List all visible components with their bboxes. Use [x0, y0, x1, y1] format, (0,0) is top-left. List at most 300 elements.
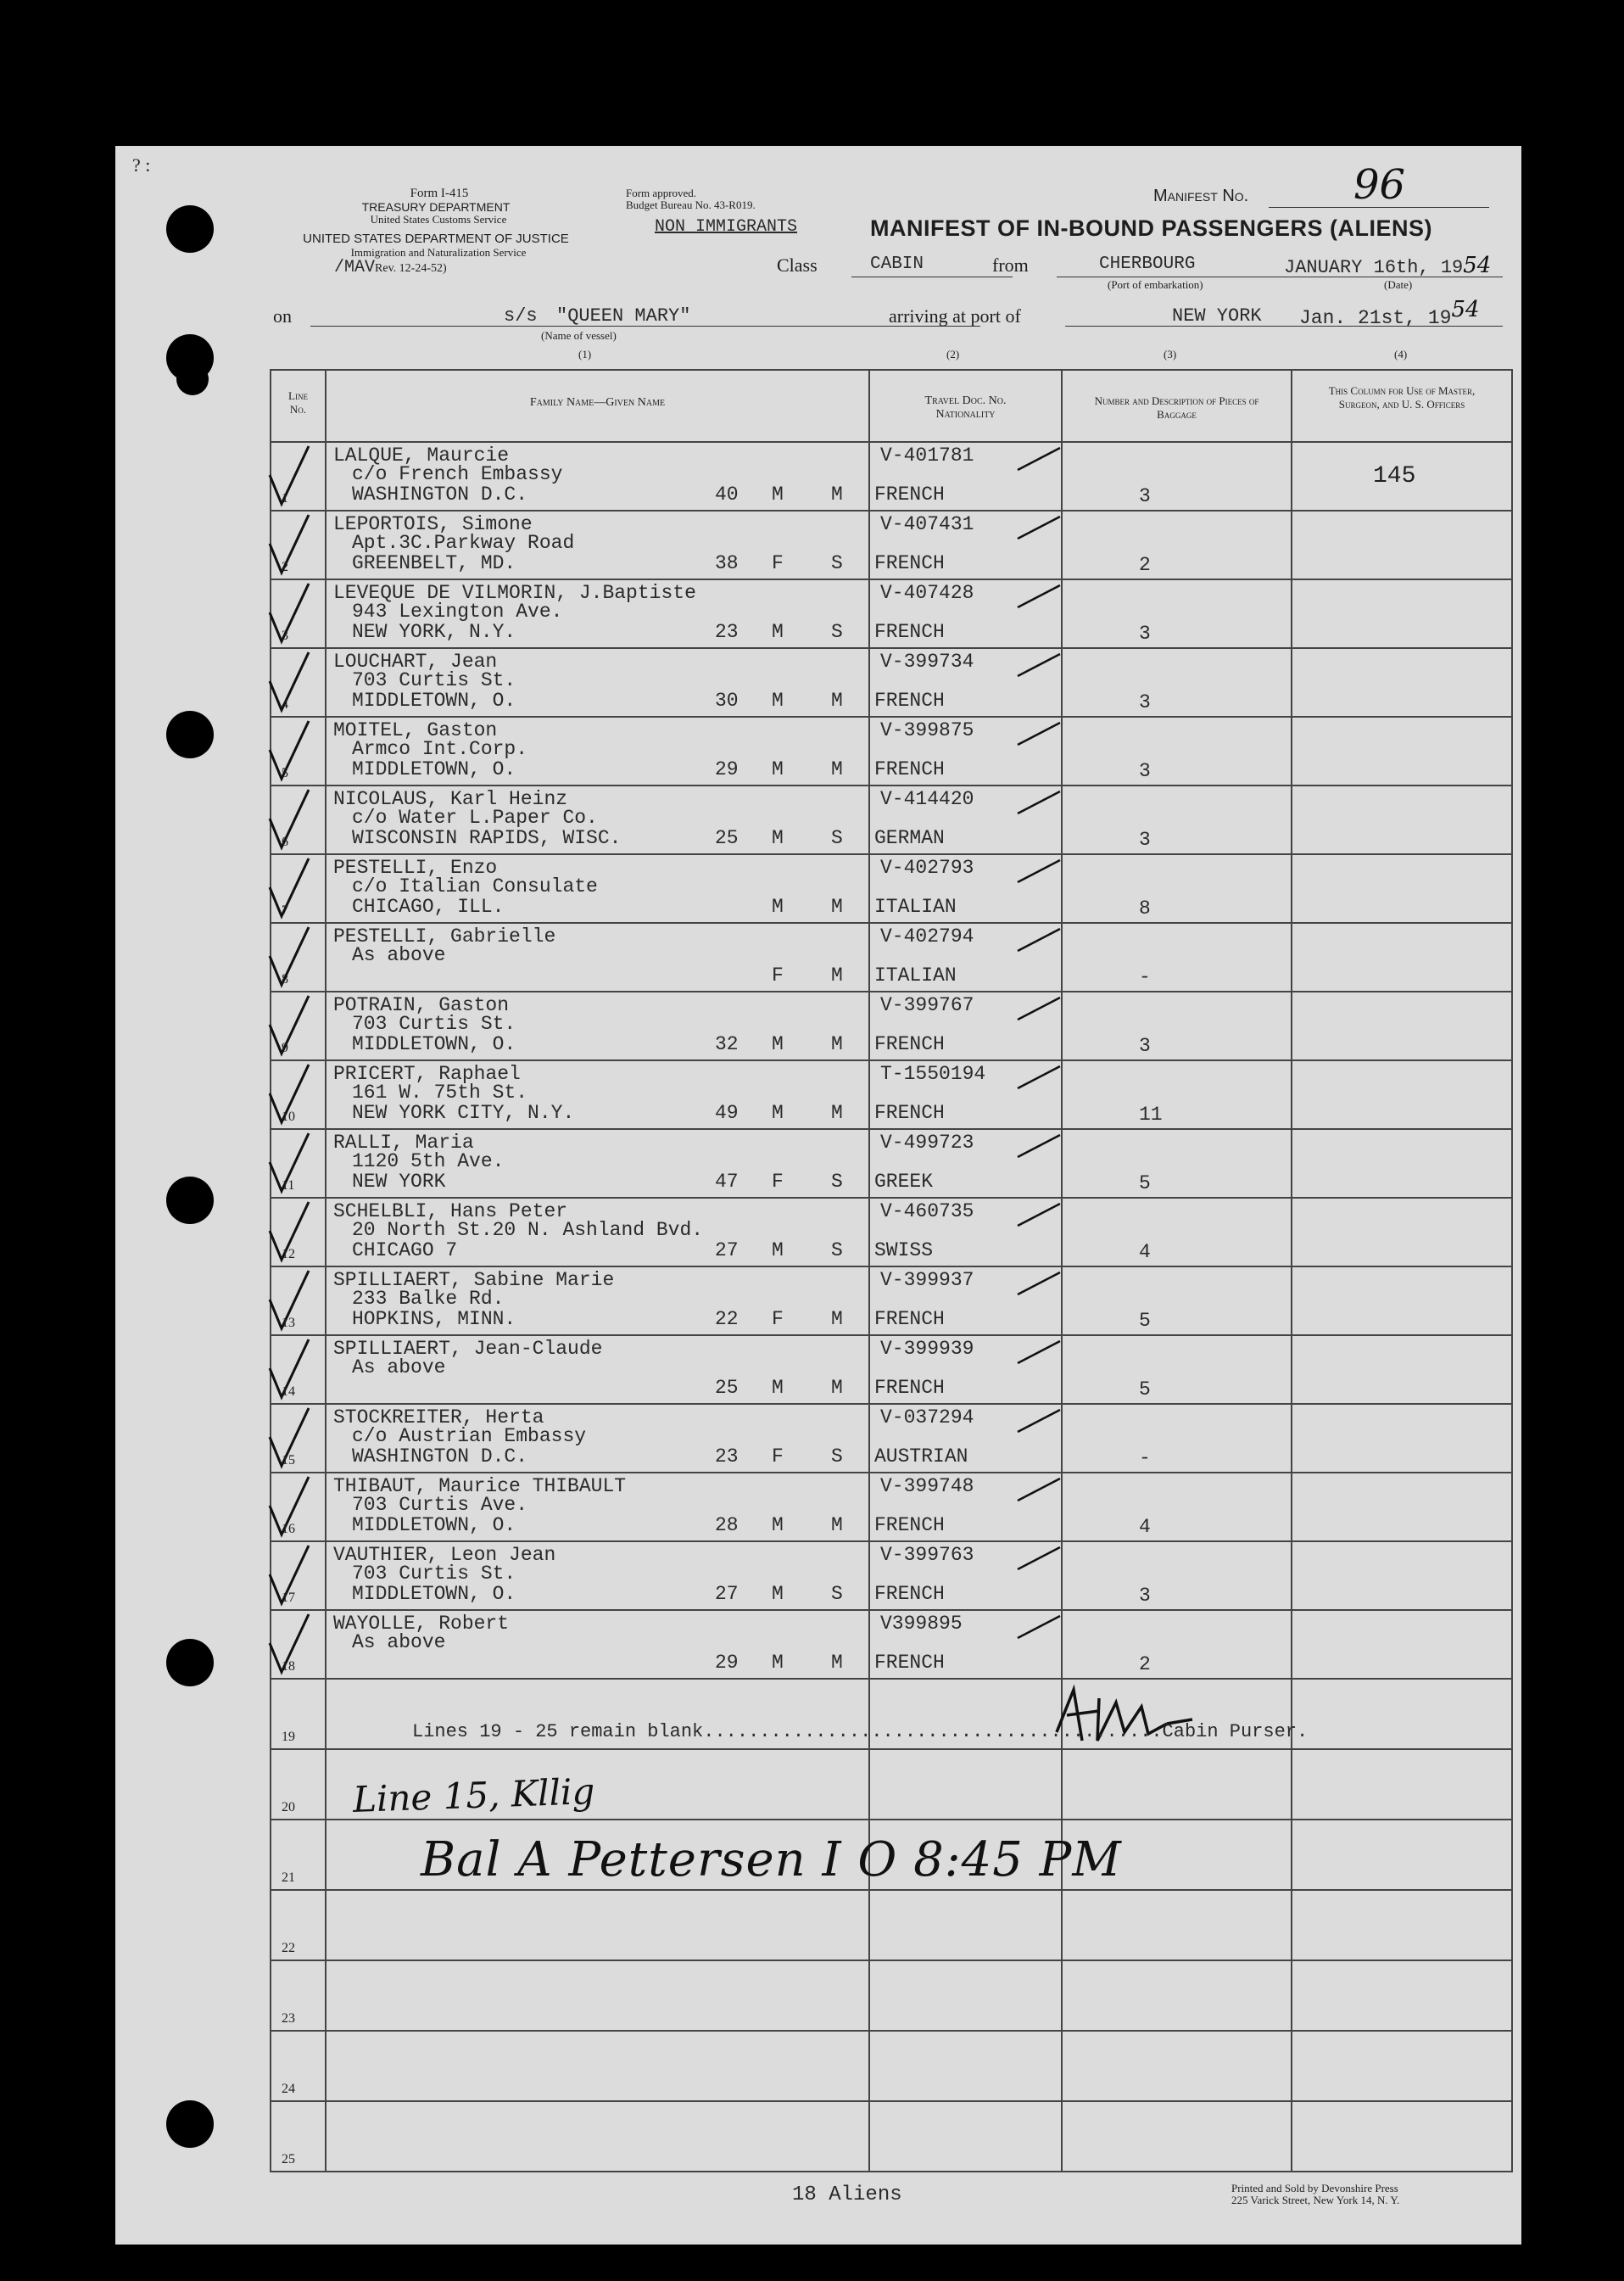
- name-cell: [326, 1404, 869, 1473]
- date-text: JANUARY 16th, 19: [1284, 257, 1464, 278]
- passenger-address-1: 703 Curtis St.: [352, 669, 516, 691]
- officer-cell: [1292, 1749, 1512, 1820]
- budget: Budget Bureau No. 43-R019.: [626, 198, 756, 211]
- line-cell: [271, 1129, 326, 1198]
- officer-cell: [1292, 1129, 1512, 1198]
- baggage-count: 3: [1139, 691, 1151, 713]
- baggage-cell: [1062, 2101, 1292, 2172]
- line-number: 19: [282, 1730, 295, 1744]
- passenger-address-1: 233 Balke Rd.: [352, 1288, 505, 1310]
- passenger-sex: M: [772, 1377, 784, 1399]
- line-number: 2: [282, 560, 288, 574]
- from-caption: (Port of embarkation): [1108, 278, 1203, 291]
- baggage-count: 3: [1139, 1035, 1151, 1057]
- blank-row: [271, 1960, 1512, 2031]
- blank-row: [271, 2101, 1512, 2172]
- table-row: [271, 579, 1512, 648]
- table-row: [271, 442, 1512, 511]
- doc-cell: [869, 1335, 1062, 1404]
- check-stroke-icon: [1014, 1473, 1065, 1507]
- baggage-count: 3: [1139, 623, 1151, 645]
- officer-cell: [1292, 1610, 1512, 1679]
- passenger-address-2: NEW YORK: [352, 1171, 446, 1193]
- passenger-marital: S: [831, 621, 843, 643]
- passenger-age: 49: [715, 1102, 739, 1124]
- officer-note: 145: [1373, 463, 1416, 489]
- passenger-name: THIBAUT, Maurice THIBAULT: [333, 1475, 627, 1497]
- passenger-sex: M: [772, 896, 784, 918]
- baggage-cell: [1062, 2031, 1292, 2101]
- travel-doc-number: V-399763: [880, 1544, 974, 1566]
- passenger-marital: S: [831, 1583, 843, 1605]
- doc-cell: [869, 1890, 1062, 1960]
- date-caption: (Date): [1384, 278, 1413, 291]
- officer-cell: [1292, 992, 1512, 1060]
- table-row: [271, 717, 1512, 785]
- baggage-count: 4: [1139, 1241, 1151, 1263]
- manifest-underline: [1269, 207, 1489, 208]
- doc-cell: [869, 511, 1062, 579]
- travel-doc-number: V-414420: [880, 788, 974, 810]
- table-row: [271, 992, 1512, 1060]
- passenger-name: VAUTHIER, Leon Jean: [333, 1544, 556, 1566]
- line-cell: [271, 1266, 326, 1335]
- baggage-cell: [1062, 1060, 1292, 1129]
- ss-label: s/s: [504, 305, 538, 327]
- baggage-count: 2: [1139, 1653, 1151, 1675]
- blank-row: [271, 1890, 1512, 1960]
- table-row: [271, 1541, 1512, 1610]
- ins: Immigration and Naturalization Service: [350, 246, 527, 259]
- travel-doc-number: V-399939: [880, 1338, 974, 1360]
- nationality: GREEK: [874, 1171, 934, 1193]
- passenger-marital: M: [831, 1102, 843, 1124]
- tick-mark-icon: [265, 718, 315, 785]
- table-row: [271, 648, 1512, 717]
- baggage-cell: [1062, 1610, 1292, 1679]
- passenger-sex: M: [772, 484, 784, 506]
- passenger-marital: M: [831, 758, 843, 780]
- nationality: FRENCH: [874, 552, 945, 574]
- passenger-name: PRICERT, Raphael: [333, 1063, 521, 1085]
- check-stroke-icon: [1014, 855, 1065, 889]
- passenger-age: 25: [715, 1377, 739, 1399]
- passenger-sex: F: [772, 1308, 784, 1330]
- baggage-cell: [1062, 1335, 1292, 1404]
- form-id: [354, 187, 524, 200]
- officer-cell: [1292, 2101, 1512, 2172]
- baggage-cell: [1062, 1404, 1292, 1473]
- col-header-line: [271, 370, 326, 442]
- baggage-cell: [1062, 1198, 1292, 1266]
- passenger-sex: M: [772, 1033, 784, 1055]
- nationality: FRENCH: [874, 1102, 945, 1124]
- passenger-age: 47: [715, 1171, 739, 1193]
- line-number: 10: [282, 1110, 295, 1124]
- passenger-marital: S: [831, 827, 843, 849]
- tick-mark-icon: [265, 443, 315, 511]
- passenger-name: LALQUE, Maurcie: [333, 444, 510, 467]
- class-value: CABIN: [870, 254, 924, 274]
- line-cell: [271, 854, 326, 923]
- line-cell: [271, 717, 326, 785]
- travel-doc-number: V-037294: [880, 1406, 974, 1428]
- officer-cell: [1292, 785, 1512, 854]
- printer-line2: 225 Varick Street, New York 14, N. Y.: [1231, 2194, 1400, 2206]
- travel-doc-number: V-399875: [880, 719, 974, 741]
- passenger-age: 23: [715, 1445, 739, 1468]
- nationality: SWISS: [874, 1239, 934, 1261]
- table-row: [271, 1129, 1512, 1198]
- handwritten-note-officer: Bal A Pettersen I O 8:45 PM: [421, 1832, 1122, 1887]
- name-cell: [326, 648, 869, 717]
- on-label: on: [273, 305, 292, 327]
- punch-hole: [166, 2100, 214, 2148]
- line-cell: [271, 511, 326, 579]
- line-cell: [271, 579, 326, 648]
- name-cell: [326, 1129, 869, 1198]
- doc-cell: [869, 785, 1062, 854]
- passenger-address-1: As above: [352, 944, 446, 966]
- baggage-cell: [1062, 1129, 1292, 1198]
- name-cell: [326, 923, 869, 992]
- passenger-marital: M: [831, 964, 843, 987]
- col-num-1: (1): [578, 348, 592, 361]
- passenger-address-2: WISCONSIN RAPIDS, WISC.: [352, 827, 622, 849]
- name-cell: [326, 1335, 869, 1404]
- baggage-cell: [1062, 442, 1292, 511]
- passenger-address-1: 161 W. 75th St.: [352, 1082, 528, 1104]
- table-row: [271, 1404, 1512, 1473]
- doc-cell: [869, 854, 1062, 923]
- passenger-address-1: 1120 5th Ave.: [352, 1150, 505, 1172]
- passenger-sex: M: [772, 690, 784, 712]
- line-cell: [271, 442, 326, 511]
- passenger-sex: M: [772, 827, 784, 849]
- check-stroke-icon: [1014, 1130, 1065, 1164]
- baggage-cell: [1062, 648, 1292, 717]
- passenger-name: SPILLIAERT, Jean-Claude: [333, 1338, 603, 1360]
- officer-cell: [1292, 1473, 1512, 1541]
- handwritten-note-line15: Line 15, Kllig: [352, 1770, 596, 1820]
- line-number: 1: [282, 491, 288, 506]
- col-header-name-text: Family Name—Given Name: [529, 396, 666, 409]
- baggage-cell: [1062, 1266, 1292, 1335]
- baggage-cell: [1062, 854, 1292, 923]
- doc-cell: [869, 717, 1062, 785]
- line-number: 18: [282, 1659, 295, 1674]
- baggage-cell: [1062, 1890, 1292, 1960]
- passenger-sex: M: [772, 1583, 784, 1605]
- passenger-address-2: CHICAGO 7: [352, 1239, 458, 1261]
- passenger-marital: M: [831, 1652, 843, 1674]
- tick-mark-icon: [265, 580, 315, 648]
- punch-hole: [166, 205, 214, 253]
- passenger-name: PESTELLI, Enzo: [333, 857, 498, 879]
- line-number: 16: [282, 1522, 295, 1536]
- col-header-bag-text: Number and Description of Pieces of Baggage: [1094, 394, 1259, 421]
- doc-cell: [869, 648, 1062, 717]
- line-number: 8: [282, 972, 288, 987]
- travel-doc-number: V-399734: [880, 651, 974, 673]
- passenger-sex: M: [772, 1652, 784, 1674]
- doc-cell: [869, 1266, 1062, 1335]
- officer-cell: [1292, 442, 1512, 511]
- blank-row: [271, 2031, 1512, 2101]
- name-cell: [326, 1060, 869, 1129]
- col-num-2: (2): [946, 348, 960, 361]
- doc-cell: [869, 442, 1062, 511]
- purser-signature: [1048, 1673, 1201, 1758]
- baggage-cell: [1062, 992, 1292, 1060]
- line-number: 13: [282, 1316, 295, 1330]
- line-number: 15: [282, 1453, 295, 1468]
- approved: Form approved.: [626, 187, 697, 199]
- line-number: 25: [282, 2152, 295, 2166]
- nationality: FRENCH: [874, 1308, 945, 1330]
- passenger-marital: M: [831, 896, 843, 918]
- name-cell: [326, 717, 869, 785]
- col-header-officers-text: This Column for Use of Master, Surgeon, and U. S. Officers: [1328, 384, 1476, 411]
- manifest-page: [115, 146, 1521, 2245]
- passenger-age: 28: [715, 1514, 739, 1536]
- doc-cell: [869, 1541, 1062, 1610]
- baggage-cell: [1062, 1749, 1292, 1820]
- from-value: CHERBOURG: [1099, 254, 1196, 274]
- passenger-marital: M: [831, 1514, 843, 1536]
- passenger-marital: S: [831, 1239, 843, 1261]
- name-cell: [326, 1960, 869, 2031]
- line-cell: [271, 648, 326, 717]
- line-number: 20: [282, 1800, 295, 1814]
- passenger-marital: M: [831, 1377, 843, 1399]
- line-cell: [271, 992, 326, 1060]
- vessel-name: "QUEEN MARY": [556, 305, 691, 327]
- line-cell: [271, 1679, 326, 1749]
- passenger-marital: M: [831, 484, 843, 506]
- name-cell: [326, 511, 869, 579]
- doc-cell: [869, 1129, 1062, 1198]
- name-cell: [326, 785, 869, 854]
- col-header-doc-text: Travel Doc. No. Nationality: [924, 394, 1007, 421]
- nationality: FRENCH: [874, 1377, 945, 1399]
- rev-text: Rev. 12-24-52): [375, 262, 447, 275]
- table-row: [271, 923, 1512, 992]
- baggage-cell: [1062, 717, 1292, 785]
- travel-doc-number: V-402794: [880, 925, 974, 948]
- passenger-address-1: Apt.3C.Parkway Road: [352, 532, 575, 554]
- line-cell: [271, 1473, 326, 1541]
- nationality: FRENCH: [874, 1514, 945, 1536]
- passenger-rows: [271, 442, 1512, 2172]
- date-value: [1284, 253, 1491, 278]
- manifest-label: Manifest No.: [1153, 187, 1249, 205]
- passenger-sex: M: [772, 758, 784, 780]
- travel-doc-number: V-399937: [880, 1269, 974, 1291]
- name-cell: [326, 992, 869, 1060]
- passenger-address-1: 943 Lexington Ave.: [352, 601, 563, 623]
- tick-mark-icon: [265, 786, 315, 854]
- passenger-age: 22: [715, 1308, 739, 1330]
- line-number: 23: [282, 2011, 295, 2026]
- passenger-marital: S: [831, 1171, 843, 1193]
- tick-mark-icon: [265, 924, 315, 992]
- passenger-address-1: c/o Austrian Embassy: [352, 1425, 587, 1447]
- passenger-name: RALLI, Maria: [333, 1132, 474, 1154]
- line-number: 11: [282, 1178, 295, 1193]
- doc-cell: [869, 1960, 1062, 2031]
- officer-cell: [1292, 1960, 1512, 2031]
- baggage-count: 3: [1139, 829, 1151, 851]
- remain-blank-text: Lines 19 - 25 remain blank.........................................Cabin Purser.: [412, 1721, 1309, 1742]
- nationality: FRENCH: [874, 1583, 945, 1605]
- doc-cell: [869, 579, 1062, 648]
- manifest-title: MANIFEST OF IN-BOUND PASSENGERS (ALIENS): [870, 215, 1433, 241]
- officer-cell: [1292, 1060, 1512, 1129]
- rev-mark: /MAV: [334, 258, 376, 277]
- officer-cell: [1292, 1820, 1512, 1890]
- check-stroke-icon: [1014, 924, 1065, 958]
- passenger-name: POTRAIN, Gaston: [333, 994, 510, 1016]
- passenger-address-2: HOPKINS, MINN.: [352, 1308, 516, 1330]
- name-cell: [326, 442, 869, 511]
- line-number: 24: [282, 2082, 295, 2096]
- nationality: GERMAN: [874, 827, 945, 849]
- line-number: 5: [282, 766, 288, 780]
- baggage-cell: [1062, 1960, 1292, 2031]
- table-row: [271, 511, 1512, 579]
- passenger-age: 27: [715, 1239, 739, 1261]
- officer-cell: [1292, 1404, 1512, 1473]
- officer-cell: [1292, 1890, 1512, 1960]
- table-row: [271, 1198, 1512, 1266]
- doc-cell: [869, 1473, 1062, 1541]
- tick-mark-icon: [265, 649, 315, 717]
- passenger-sex: F: [772, 1445, 784, 1468]
- line-cell: [271, 1404, 326, 1473]
- passenger-address-2: NEW YORK CITY, N.Y.: [352, 1102, 575, 1124]
- line-number: 22: [282, 1941, 295, 1955]
- passenger-name: PESTELLI, Gabrielle: [333, 925, 556, 948]
- table-row: [271, 785, 1512, 854]
- passenger-name: NICOLAUS, Karl Heinz: [333, 788, 568, 810]
- manifest-no: 96: [1353, 161, 1406, 209]
- col-num-3: (3): [1164, 348, 1177, 361]
- dept: TREASURY DEPARTMENT: [361, 200, 511, 214]
- line-number: 21: [282, 1870, 295, 1885]
- punch-hole: [176, 363, 209, 395]
- passenger-name: STOCKREITER, Herta: [333, 1406, 544, 1428]
- table-row: [271, 854, 1512, 923]
- passenger-address-2: MIDDLETOWN, O.: [352, 1033, 516, 1055]
- passenger-name: LEVEQUE DE VILMORIN, J.Baptiste: [333, 582, 696, 604]
- baggage-count: 3: [1139, 1585, 1151, 1607]
- passenger-age: 40: [715, 484, 739, 506]
- aliens-count: 18 Aliens: [792, 2183, 902, 2206]
- line-cell: [271, 1060, 326, 1129]
- doc-cell: [869, 1060, 1062, 1129]
- check-stroke-icon: [1014, 1267, 1065, 1301]
- passenger-address-2: MIDDLETOWN, O.: [352, 690, 516, 712]
- passenger-address-1: c/o Water L.Paper Co.: [352, 807, 598, 829]
- table-header: [271, 370, 1512, 442]
- baggage-count: 5: [1139, 1172, 1151, 1194]
- travel-doc-number: V-399767: [880, 994, 974, 1016]
- passenger-age: 32: [715, 1033, 739, 1055]
- table-row: [271, 1335, 1512, 1404]
- passenger-address-2: NEW YORK, N.Y.: [352, 621, 516, 643]
- line-number: 17: [282, 1591, 295, 1605]
- travel-doc-number: V-499723: [880, 1132, 974, 1154]
- passenger-marital: M: [831, 1308, 843, 1330]
- officer-cell: [1292, 854, 1512, 923]
- check-stroke-icon: [1014, 1199, 1065, 1233]
- category: NON_IMMIGRANTS: [655, 217, 798, 237]
- passenger-address-2: MIDDLETOWN, O.: [352, 1514, 516, 1536]
- port-value: NEW YORK: [1172, 305, 1262, 327]
- check-stroke-icon: [1014, 1405, 1065, 1439]
- nationality: ITALIAN: [874, 896, 957, 918]
- check-stroke-icon: [1014, 649, 1065, 683]
- baggage-count: 5: [1139, 1310, 1151, 1332]
- date-year: 54: [1463, 253, 1492, 278]
- officer-cell: [1292, 1266, 1512, 1335]
- name-cell: [326, 2101, 869, 2172]
- nationality: FRENCH: [874, 1652, 945, 1674]
- line-number: 7: [282, 903, 288, 918]
- col-header-bag: [1062, 370, 1292, 442]
- passenger-age: 38: [715, 552, 739, 574]
- line-number: 14: [282, 1384, 295, 1399]
- passenger-age: 29: [715, 1652, 739, 1674]
- line-cell: [271, 785, 326, 854]
- check-stroke-icon: [1014, 1336, 1065, 1370]
- line-cell: [271, 1335, 326, 1404]
- doc-cell: [869, 2031, 1062, 2101]
- passenger-age: 30: [715, 690, 739, 712]
- officer-cell: [1292, 579, 1512, 648]
- name-cell: [326, 1198, 869, 1266]
- revision: [334, 258, 447, 277]
- arriving-label: arriving at port of: [889, 305, 1021, 327]
- doc-cell: [869, 1404, 1062, 1473]
- passenger-name: SCHELBLI, Hans Peter: [333, 1200, 568, 1222]
- passenger-address-2: CHICAGO, ILL.: [352, 896, 505, 918]
- passenger-name: LOUCHART, Jean: [333, 651, 498, 673]
- officer-cell: [1292, 1541, 1512, 1610]
- baggage-count: 4: [1139, 1516, 1151, 1538]
- line-cell: [271, 1890, 326, 1960]
- baggage-cell: [1062, 923, 1292, 992]
- nationality: ITALIAN: [874, 964, 957, 987]
- line-cell: [271, 1198, 326, 1266]
- check-stroke-icon: [1014, 1542, 1065, 1576]
- passenger-address-2: WASHINGTON D.C.: [352, 484, 528, 506]
- line-cell: [271, 1960, 326, 2031]
- passenger-sex: M: [772, 1239, 784, 1261]
- vessel-caption: (Name of vessel): [541, 329, 617, 342]
- doc-cell: [869, 1610, 1062, 1679]
- check-stroke-icon: [1014, 580, 1065, 614]
- officer-cell: [1292, 2031, 1512, 2101]
- baggage-count: 2: [1139, 554, 1151, 576]
- line-number: 12: [282, 1247, 295, 1261]
- name-cell: [326, 1266, 869, 1335]
- punch-hole: [166, 1639, 214, 1686]
- table-row: [271, 1266, 1512, 1335]
- travel-doc-number: V399895: [880, 1613, 963, 1635]
- punch-hole: [166, 1177, 214, 1224]
